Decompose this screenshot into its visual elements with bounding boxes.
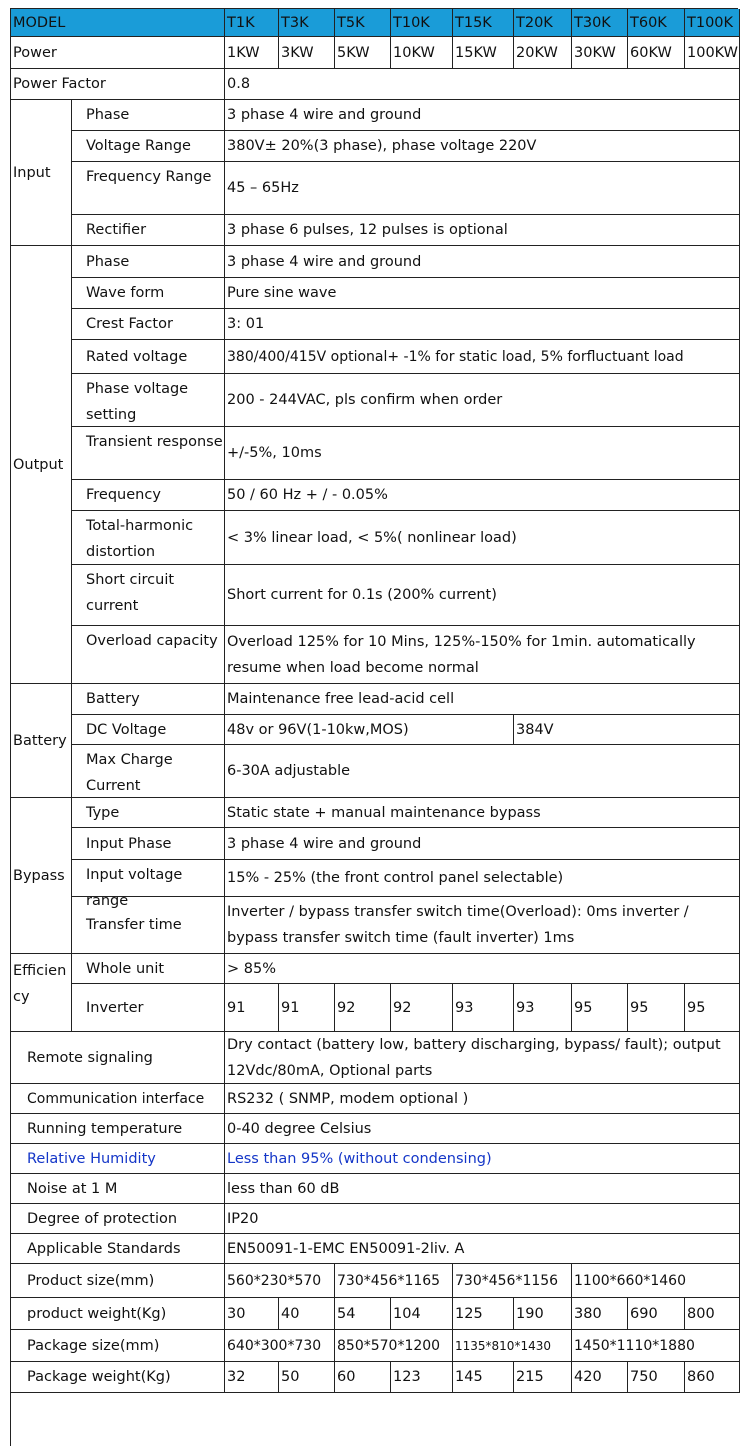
input-rectifier-value: 3 phase 6 pulses, 12 pulses is optional <box>225 215 740 246</box>
input-phase-value: 3 phase 4 wire and ground <box>225 100 740 131</box>
efficiency-whole-unit-value: > 85% <box>225 954 740 984</box>
protection-value: IP20 <box>225 1204 740 1234</box>
input-voltage-range-label: Voltage Range <box>72 131 225 162</box>
efficiency-inverter-value: 93 <box>453 984 514 1032</box>
power-value: 20KW <box>514 37 572 69</box>
package-weight-value: 215 <box>514 1362 572 1393</box>
power-factor-value: 0.8 <box>225 69 740 100</box>
package-weight-value: 50 <box>279 1362 335 1393</box>
output-transient-response-value: +/-5%, 10ms <box>225 427 740 480</box>
output-crest-factor-value: 3: 01 <box>225 309 740 340</box>
product-size-label: Product size(mm) <box>11 1264 225 1298</box>
efficiency-inverter-value: 95 <box>628 984 685 1032</box>
remote-signaling-label: Remote signaling <box>11 1032 225 1084</box>
package-weight-value: 32 <box>225 1362 279 1393</box>
output-phase-voltage-setting-value: 200 - 244VAC, pls confirm when order <box>225 374 740 427</box>
efficiency-inverter-value: 92 <box>335 984 391 1032</box>
bypass-input-voltage-range-value: 15% - 25% (the front control panel selectable) <box>225 860 740 897</box>
product-weight-value: 54 <box>335 1298 391 1330</box>
product-weight-value: 190 <box>514 1298 572 1330</box>
communication-label: Communication interface <box>11 1084 225 1114</box>
efficiency-inverter-value: 93 <box>514 984 572 1032</box>
input-group-label: Input <box>11 100 72 246</box>
output-overload-label: Overload capacity <box>72 626 225 684</box>
output-short-circuit-label: Short circuit current <box>72 565 225 626</box>
header-model-t100k: T100K <box>685 9 740 37</box>
input-frequency-range-value: 45 – 65Hz <box>225 162 740 215</box>
package-size-value: 640*300*730 <box>225 1330 335 1362</box>
package-weight-value: 123 <box>391 1362 453 1393</box>
output-wave-form-label: Wave form <box>72 278 225 309</box>
battery-group-label: Battery <box>11 684 72 798</box>
package-size-value: 1135*810*1430 <box>453 1330 572 1362</box>
product-size-value: 560*230*570 <box>225 1264 335 1298</box>
output-crest-factor-label: Crest Factor <box>72 309 225 340</box>
package-size-value: 850*570*1200 <box>335 1330 453 1362</box>
standards-value: EN50091-1-EMC EN50091-2liv. A <box>225 1234 740 1264</box>
input-phase-label: Phase <box>72 100 225 131</box>
bypass-input-phase-value: 3 phase 4 wire and ground <box>225 828 740 860</box>
remote-signaling-value: Dry contact (battery low, battery discharging, bypass/ fault); output 12Vdc/80mA, Optional parts <box>225 1032 740 1084</box>
power-value: 3KW <box>279 37 335 69</box>
output-group-label: Output <box>11 246 72 684</box>
package-weight-value: 60 <box>335 1362 391 1393</box>
header-model-t3k: T3K <box>279 9 335 37</box>
header-model-t10k: T10K <box>391 9 453 37</box>
output-phase-voltage-setting-label: Phase voltage setting <box>72 374 225 427</box>
package-size-label: Package size(mm) <box>11 1330 225 1362</box>
product-weight-value: 30 <box>225 1298 279 1330</box>
package-weight-label: Package weight(Kg) <box>11 1362 225 1393</box>
package-weight-value: 420 <box>572 1362 628 1393</box>
bypass-type-value: Static state + manual maintenance bypass <box>225 798 740 828</box>
efficiency-inverter-value: 91 <box>225 984 279 1032</box>
power-value: 10KW <box>391 37 453 69</box>
battery-dc-voltage-value-a: 48v or 96V(1-10kw,MOS) <box>225 715 514 745</box>
bypass-type-label: Type <box>72 798 225 828</box>
noise-label: Noise at 1 M <box>11 1174 225 1204</box>
bypass-input-phase-label: Input Phase <box>72 828 225 860</box>
efficiency-inverter-value: 95 <box>572 984 628 1032</box>
output-thd-label: Total-harmonic distortion <box>72 511 225 565</box>
package-size-value: 1450*1110*1880 <box>572 1330 740 1362</box>
efficiency-inverter-value: 92 <box>391 984 453 1032</box>
product-weight-value: 104 <box>391 1298 453 1330</box>
product-weight-label: product weight(Kg) <box>11 1298 225 1330</box>
product-weight-value: 380 <box>572 1298 628 1330</box>
header-model-t30k: T30K <box>572 9 628 37</box>
output-frequency-label: Frequency <box>72 480 225 511</box>
package-weight-value: 750 <box>628 1362 685 1393</box>
communication-value: RS232 ( SNMP, modem optional ) <box>225 1084 740 1114</box>
efficiency-inverter-value: 95 <box>685 984 740 1032</box>
humidity-label: Relative Humidity <box>11 1144 225 1174</box>
battery-max-charge-label: Max Charge Current <box>72 745 225 798</box>
bypass-group-label: Bypass <box>11 798 72 954</box>
power-value: 5KW <box>335 37 391 69</box>
efficiency-inverter-value: 91 <box>279 984 335 1032</box>
power-value: 1KW <box>225 37 279 69</box>
product-size-value: 1100*660*1460 <box>572 1264 740 1298</box>
efficiency-group-label: Efficiency <box>11 954 72 1032</box>
header-model-t15k: T15K <box>453 9 514 37</box>
protection-label: Degree of protection <box>11 1204 225 1234</box>
product-weight-value: 40 <box>279 1298 335 1330</box>
product-weight-value: 125 <box>453 1298 514 1330</box>
product-weight-value: 690 <box>628 1298 685 1330</box>
output-thd-value: < 3% linear load, < 5%( nonlinear load) <box>225 511 740 565</box>
humidity-value: Less than 95% (without condensing) <box>225 1144 740 1174</box>
power-value: 60KW <box>628 37 685 69</box>
product-size-value: 730*456*1165 <box>335 1264 453 1298</box>
power-value: 15KW <box>453 37 514 69</box>
efficiency-whole-unit-label: Whole unit <box>72 954 225 984</box>
power-label: Power <box>11 37 225 69</box>
input-rectifier-label: Rectifier <box>72 215 225 246</box>
output-transient-response-label: Transient response <box>72 427 225 480</box>
bypass-input-voltage-range-label: Input voltage range <box>72 860 225 897</box>
package-weight-value: 860 <box>685 1362 740 1393</box>
output-frequency-value: 50 / 60 Hz + / - 0.05% <box>225 480 740 511</box>
efficiency-inverter-label: Inverter <box>72 984 225 1032</box>
output-short-circuit-value: Short current for 0.1s (200% current) <box>225 565 740 626</box>
battery-dc-voltage-label: DC Voltage <box>72 715 225 745</box>
output-rated-voltage-label: Rated voltage <box>72 340 225 374</box>
power-value: 100KW <box>685 37 740 69</box>
running-temp-value: 0-40 degree Celsius <box>225 1114 740 1144</box>
output-rated-voltage-value: 380/400/415V optional+ -1% for static load, 5% forfluctuant load <box>225 340 740 374</box>
header-model-t1k: T1K <box>225 9 279 37</box>
output-overload-value: Overload 125% for 10 Mins, 125%-150% for 1min. automatically resume when load become normal <box>225 626 740 684</box>
header-model: MODEL <box>11 9 225 37</box>
battery-max-charge-value: 6-30A adjustable <box>225 745 740 798</box>
package-weight-value: 145 <box>453 1362 514 1393</box>
header-model-t5k: T5K <box>335 9 391 37</box>
output-phase-label: Phase <box>72 246 225 278</box>
power-value: 30KW <box>572 37 628 69</box>
battery-type-label: Battery <box>72 684 225 715</box>
header-model-t20k: T20K <box>514 9 572 37</box>
header-model-t60k: T60K <box>628 9 685 37</box>
battery-dc-voltage-value-b: 384V <box>514 715 740 745</box>
running-temp-label: Running temperature <box>11 1114 225 1144</box>
spec-table <box>10 8 738 1446</box>
standards-label: Applicable Standards <box>11 1234 225 1264</box>
output-phase-value: 3 phase 4 wire and ground <box>225 246 740 278</box>
output-wave-form-value: Pure sine wave <box>225 278 740 309</box>
product-weight-value: 800 <box>685 1298 740 1330</box>
input-voltage-range-value: 380V± 20%(3 phase), phase voltage 220V <box>225 131 740 162</box>
product-size-value: 730*456*1156 <box>453 1264 572 1298</box>
input-frequency-range-label: Frequency Range <box>72 162 225 215</box>
bypass-transfer-time-value: Inverter / bypass transfer switch time(Overload): 0ms inverter / bypass transfer switch time (fault inverter) 1ms <box>225 897 740 954</box>
battery-type-value: Maintenance free lead-acid cell <box>225 684 740 715</box>
power-factor-label: Power Factor <box>11 69 225 100</box>
noise-value: less than 60 dB <box>225 1174 740 1204</box>
bypass-transfer-time-label: Transfer time <box>72 897 225 954</box>
